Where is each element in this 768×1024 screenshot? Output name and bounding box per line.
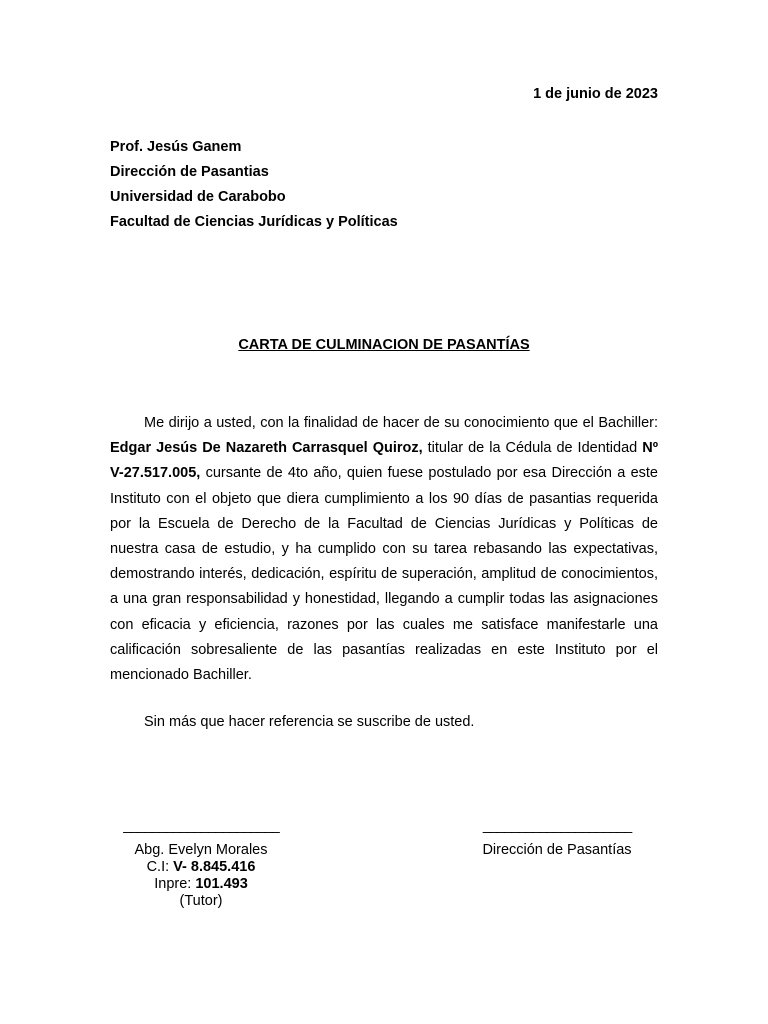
tutor-inpre-value: 101.493 xyxy=(195,876,248,892)
direction-name: Dirección de Pasantías xyxy=(482,842,632,858)
body-paragraph xyxy=(110,411,658,688)
tutor-name: Abg. Evelyn Morales xyxy=(134,842,268,858)
letter-title: CARTA DE CULMINACION DE PASANTÍAS xyxy=(238,337,530,353)
recipient-department: Dirección de Pasantias xyxy=(110,164,269,180)
body-text-cedula-label: titular de la Cédula de Identidad xyxy=(422,440,643,457)
recipient-block xyxy=(110,135,398,235)
student-cedula: Nº V-27.517.005, xyxy=(110,440,658,482)
signature-line: ______________________ xyxy=(123,818,279,834)
recipient-faculty: Facultad de Ciencias Jurídicas y Políticas xyxy=(110,214,398,230)
signature-direction xyxy=(470,818,644,859)
tutor-inpre xyxy=(110,876,292,893)
body-text-main: cursante de 4to año, quien fuese postulado por esa Dirección a este Instituto con el objeto que diera cumplimiento a los 90 días de pasantias requerida por la Escuela de Derecho de la Facultad de Ciencias Jurídicas y Políticas de nuestra casa de estudio, y ha cumplido con su tarea rebasando las expectativas, demostrando interés, dedicación, espíritu de superación, amplitud de conocimientos, a una gran responsabilidad y honestidad, llegando a cumplir todas las asignaciones con eficacia y eficiencia, razones por las cuales me satisface manifestarle una calificación sobresaliente de las pasantías realizadas en este Instituto por el mencionado Bachiller. xyxy=(110,465,658,684)
signature-line: _____________________ xyxy=(482,818,632,834)
recipient-university: Universidad de Carabobo xyxy=(110,189,286,205)
closing-line: Sin más que hacer referencia se suscribe de usted. xyxy=(144,714,475,730)
tutor-ci-value: V- 8.845.416 xyxy=(173,859,256,875)
tutor-ci xyxy=(110,859,292,876)
tutor-inpre-label: Inpre: xyxy=(154,876,196,892)
tutor-role: (Tutor) xyxy=(179,893,223,909)
body-text-intro: Me dirijo a usted, con la finalidad de hacer de su conocimiento que el Bachiller: xyxy=(144,415,658,431)
tutor-ci-label: C.I: xyxy=(146,859,174,875)
letter-body xyxy=(110,411,658,688)
letter-date: 1 de junio de 2023 xyxy=(533,86,658,102)
student-name: Edgar Jesús De Nazareth Carrasquel Quiroz, xyxy=(110,440,423,457)
recipient-name: Prof. Jesús Ganem xyxy=(110,139,242,155)
signature-tutor xyxy=(110,818,292,910)
